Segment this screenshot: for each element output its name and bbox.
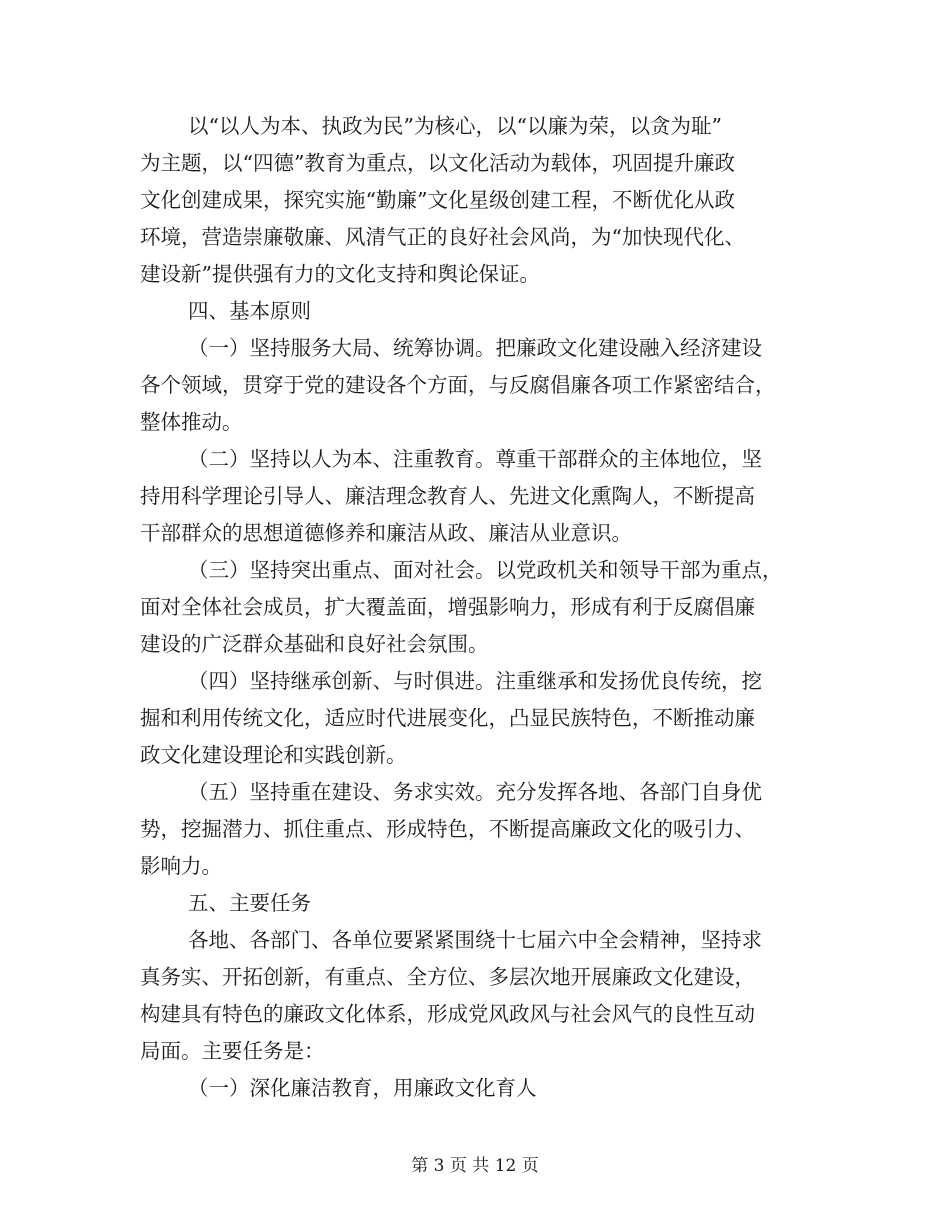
paragraph-line: 持用科学理论引导人、廉洁理念教育人、先进文化熏陶人，不断提高 [140, 484, 755, 508]
paragraph-line: （四）坚持继承创新、与时俱进。注重继承和发扬优良传统，挖 [188, 669, 762, 693]
paragraph-line: 构建具有特色的廉政文化体系，形成党风政风与社会风气的良性互动 [140, 1002, 755, 1026]
paragraph-line: 各个领域，贯穿于党的建设各个方面，与反腐倡廉各项工作紧密结合， [140, 373, 776, 397]
paragraph-line: 以“以人为本、执政为民”为核心，以“以廉为荣，以贪为耻” [188, 114, 722, 138]
paragraph-line: 掘和利用传统文化，适应时代进展变化，凸显民族特色，不断推动廉 [140, 706, 755, 730]
paragraph-line: 为主题，以“四德”教育为重点，以文化活动为载体，巩固提升廉政 [140, 151, 735, 175]
paragraph-line: 政文化建设理论和实践创新。 [140, 743, 407, 767]
paragraph-line: 影响力。 [140, 854, 222, 878]
paragraph-line: 面对全体社会成员，扩大覆盖面，增强影响力，形成有利于反腐倡廉 [140, 595, 755, 619]
section-heading: 五、主要任务 [188, 891, 311, 915]
paragraph-line: 文化创建成果，探究实施“勤廉”文化星级创建工程，不断优化从政 [140, 188, 735, 212]
paragraph-line: （一）坚持服务大局、统筹协调。把廉政文化建设融入经济建设 [188, 336, 762, 360]
section-heading: 四、基本原则 [188, 299, 311, 323]
page-number-footer: 第 3 页 共 12 页 [411, 1156, 539, 1176]
paragraph-line: 局面。主要任务是： [140, 1039, 325, 1063]
subsection-heading: （一）深化廉洁教育，用廉政文化育人 [188, 1076, 537, 1100]
paragraph-line: （三）坚持突出重点、面对社会。以党政机关和领导干部为重点， [188, 558, 783, 582]
paragraph-line: 真务实、开拓创新，有重点、全方位、多层次地开展廉政文化建设， [140, 965, 755, 989]
paragraph-line: 环境，营造崇廉敬廉、风清气正的良好社会风尚，为“加快现代化、 [140, 225, 745, 249]
paragraph-line: （二）坚持以人为本、注重教育。尊重干部群众的主体地位，坚 [188, 447, 762, 471]
paragraph-line: 干部群众的思想道德修养和廉洁从政、廉洁从业意识。 [140, 521, 632, 545]
paragraph-line: 整体推动。 [140, 410, 243, 434]
paragraph-line: 各地、各部门、各单位要紧紧围绕十七届六中全会精神，坚持求 [188, 928, 762, 952]
paragraph-line: 势，挖掘潜力、抓住重点、形成特色，不断提高廉政文化的吸引力、 [140, 817, 755, 841]
paragraph-line: （五）坚持重在建设、务求实效。充分发挥各地、各部门自身优 [188, 780, 762, 804]
paragraph-line: 建设的广泛群众基础和良好社会氛围。 [140, 632, 489, 656]
paragraph-line: 建设新”提供强有力的文化支持和舆论保证。 [140, 262, 540, 286]
